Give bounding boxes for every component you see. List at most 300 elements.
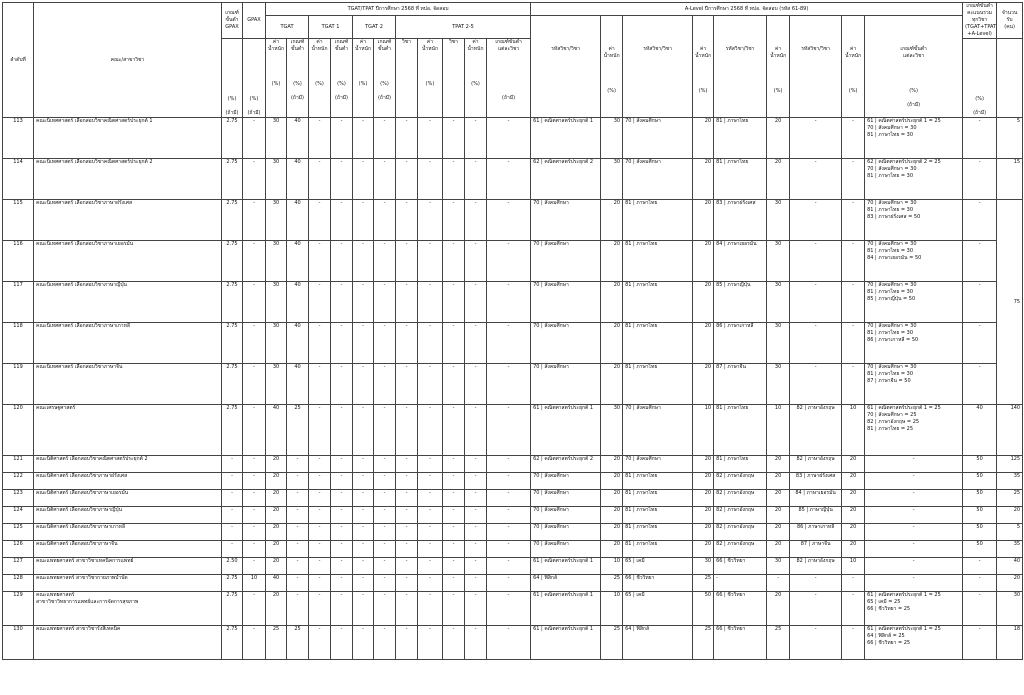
cell-tp-s2: - <box>443 507 465 524</box>
cell-seats: 125 <box>997 456 1023 473</box>
cell-t1w: - <box>309 118 331 159</box>
cell-a4s: 82 | ภาษาอังกฤษ <box>790 456 842 473</box>
cell-t1w: - <box>309 541 331 558</box>
cell-tp-s2: - <box>443 541 465 558</box>
cell-faculty <box>34 159 222 200</box>
cell-a3w: 30 <box>767 323 790 364</box>
cell-no: 117 <box>3 282 34 323</box>
cell-tgat-min: 40 <box>287 118 309 159</box>
cell-seats <box>997 364 1023 405</box>
cell-seats: 20 <box>997 507 1023 524</box>
cell-tgat-w: 25 <box>266 626 287 660</box>
cell-gpax-min: 2.75 <box>222 405 243 456</box>
criteria-line: 81 | ภาษาไทย = 30 <box>867 248 914 254</box>
cell-a1w: 20 <box>601 524 623 541</box>
criteria-line: - <box>912 507 915 513</box>
cell-a3s: 81 | ภาษาไทย <box>714 159 767 200</box>
cell-total-min: - <box>963 558 997 575</box>
cell-tp-w2: - <box>465 490 487 507</box>
cell-tp-w2: - <box>465 592 487 626</box>
criteria-line: 70 | สังคมศึกษา = 30 <box>867 200 917 206</box>
cell-gpax-min: 2.75 <box>222 241 243 282</box>
cell-a4s: - <box>790 626 842 660</box>
cell-seats: 75 <box>997 282 1023 323</box>
cell-no: 118 <box>3 323 34 364</box>
cell-a3s: 66 | ชีววิทยา <box>714 592 767 626</box>
cell-a4s: 85 | ภาษาญี่ปุ่น <box>790 507 842 524</box>
criteria-line: - <box>912 524 915 530</box>
cell-seats: 140 <box>997 405 1023 456</box>
cell-t1m: - <box>331 524 353 541</box>
cell-gpax: - <box>243 364 266 405</box>
criteria-line: 70 | สังคมศึกษา = 30 <box>867 166 917 172</box>
cell-min-each-subject <box>865 282 963 323</box>
cell-faculty <box>34 592 222 626</box>
cell-tp-s: - <box>396 507 418 524</box>
faculty-name: คณะแพทยศาสตร์ <box>36 592 75 598</box>
criteria-line: 81 | ภาษาไทย = 25 <box>867 426 914 432</box>
cell-tp-w: - <box>418 592 443 626</box>
cell-a3s: 82 | ภาษาอังกฤษ <box>714 541 767 558</box>
cell-no: 122 <box>3 473 34 490</box>
cell-tp-w2: - <box>465 558 487 575</box>
cell-total-min: 40 <box>963 405 997 456</box>
cell-tp-s2: - <box>443 241 465 282</box>
cell-t2m: - <box>374 490 396 507</box>
cell-faculty <box>34 558 222 575</box>
cell-tp-s2: - <box>443 558 465 575</box>
cell-tgat-w: 30 <box>266 323 287 364</box>
cell-gpax: - <box>243 507 266 524</box>
cell-min-each-subject <box>865 575 963 592</box>
cell-tp-min: - <box>487 524 531 541</box>
cell-no: 121 <box>3 456 34 473</box>
cell-tp-s: - <box>396 575 418 592</box>
cell-min-each-subject <box>865 558 963 575</box>
cell-a4w: - <box>842 626 865 660</box>
cell-gpax: - <box>243 524 266 541</box>
cell-a1w: 20 <box>601 282 623 323</box>
cell-a1w: 10 <box>601 592 623 626</box>
cell-tp-min: - <box>487 364 531 405</box>
criteria-line: 61 | คณิตศาสตร์ประยุกต์ 1 = 25 <box>867 405 941 411</box>
cell-min-each-subject <box>865 541 963 558</box>
criteria-line: 66 | ชีววิทยา = 25 <box>867 640 911 646</box>
cell-t1m: - <box>331 200 353 241</box>
cell-t1m: - <box>331 592 353 626</box>
cell-t1w: - <box>309 282 331 323</box>
faculty-name: คณะนิเทศศาสตร์ เลือกสอบวิชาภาษาจีน <box>36 364 123 370</box>
cell-t2m: - <box>374 159 396 200</box>
cell-no: 120 <box>3 405 34 456</box>
cell-gpax-min: - <box>222 507 243 524</box>
cell-t1w: - <box>309 490 331 507</box>
cell-a4w: 20 <box>842 456 865 473</box>
criteria-line: 85 | ภาษาญี่ปุ่น = 50 <box>867 296 916 302</box>
criteria-line: 65 | เคมี = 25 <box>867 599 901 605</box>
cell-t2m: - <box>374 364 396 405</box>
cell-tp-min: - <box>487 558 531 575</box>
cell-no: 119 <box>3 364 34 405</box>
cell-a4s: - <box>790 241 842 282</box>
cell-total-min: - <box>963 592 997 626</box>
cell-total-min: - <box>963 200 997 241</box>
cell-a4w: 10 <box>842 405 865 456</box>
cell-a2w: 30 <box>693 558 714 575</box>
cell-a2s: 64 | ฟิสิกส์ <box>623 626 693 660</box>
cell-tp-w2: - <box>465 575 487 592</box>
faculty-name: คณะนิติศาสตร์ เลือกสอบวิชาภาษาจีน <box>36 541 118 547</box>
cell-min-each-subject <box>865 405 963 456</box>
cell-t1w: - <box>309 592 331 626</box>
cell-a1w: 20 <box>601 541 623 558</box>
cell-tgat-w: 30 <box>266 241 287 282</box>
cell-min-each-subject <box>865 118 963 159</box>
cell-a2s: 81 | ภาษาไทย <box>623 524 693 541</box>
cell-a2w: 20 <box>693 490 714 507</box>
cell-tp-s: - <box>396 558 418 575</box>
cell-t2w: - <box>353 490 374 507</box>
cell-tgat-min: - <box>287 456 309 473</box>
cell-tp-w: - <box>418 282 443 323</box>
cell-a2w: 10 <box>693 405 714 456</box>
cell-a1w: 20 <box>601 456 623 473</box>
cell-tp-w: - <box>418 575 443 592</box>
cell-faculty <box>34 575 222 592</box>
table-row <box>3 473 1023 490</box>
cell-a2w: 20 <box>693 541 714 558</box>
table-row <box>3 118 1023 159</box>
cell-gpax-min: 2.75 <box>222 364 243 405</box>
cell-a2s: 65 | เคมี <box>623 558 693 575</box>
cell-a3w: 30 <box>767 241 790 282</box>
faculty-name: คณะนิติศาสตร์ เลือกสอบวิชาภาษาเยอรมัน <box>36 490 129 496</box>
cell-a3w: 20 <box>767 541 790 558</box>
cell-a2s: 70 | สังคมศึกษา <box>623 159 693 200</box>
criteria-line: 86 | ภาษาเกาหลี = 50 <box>867 337 919 343</box>
criteria-line: 61 | คณิตศาสตร์ประยุกต์ 1 = 25 <box>867 592 941 598</box>
cell-gpax-min: 2.75 <box>222 118 243 159</box>
criteria-line: 81 | ภาษาไทย = 30 <box>867 330 914 336</box>
cell-a3s: 81 | ภาษาไทย <box>714 405 767 456</box>
cell-tp-s2: - <box>443 364 465 405</box>
cell-t2w: - <box>353 507 374 524</box>
cell-total-min: 50 <box>963 473 997 490</box>
cell-t2w: - <box>353 282 374 323</box>
cell-t1m: - <box>331 575 353 592</box>
cell-a3s: 86 | ภาษาเกาหลี <box>714 323 767 364</box>
faculty-name: คณะนิเทศศาสตร์ เลือกสอบวิชาภาษาเยอรมัน <box>36 241 134 247</box>
cell-a3s: 81 | ภาษาไทย <box>714 456 767 473</box>
cell-a4w: - <box>842 200 865 241</box>
cell-tp-s: - <box>396 490 418 507</box>
cell-tgat-w: 20 <box>266 524 287 541</box>
header-a4-weight: ค่า น้ำหนัก (%) <box>842 16 865 118</box>
cell-a4w: 20 <box>842 541 865 558</box>
cell-a3w: 30 <box>767 282 790 323</box>
cell-a2w: 20 <box>693 241 714 282</box>
cell-gpax-min: 2.50 <box>222 558 243 575</box>
criteria-line: 81 | ภาษาไทย = 30 <box>867 132 914 138</box>
cell-gpax: - <box>243 626 266 660</box>
cell-tgat-w: 20 <box>266 473 287 490</box>
cell-t2w: - <box>353 241 374 282</box>
cell-a1s: 70 | สังคมศึกษา <box>531 364 601 405</box>
cell-a3s: 66 | ชีววิทยา <box>714 626 767 660</box>
cell-t1w: - <box>309 575 331 592</box>
cell-a3w: 20 <box>767 524 790 541</box>
cell-no: 125 <box>3 524 34 541</box>
cell-tgat-min: - <box>287 575 309 592</box>
cell-t2w: - <box>353 541 374 558</box>
cell-no: 114 <box>3 159 34 200</box>
criteria-line: - <box>912 456 915 462</box>
cell-a3s: 84 | ภาษาเยอรมัน <box>714 241 767 282</box>
cell-total-min: - <box>963 241 997 282</box>
cell-a4w: - <box>842 241 865 282</box>
cell-a2s: 81 | ภาษาไทย <box>623 541 693 558</box>
cell-tp-min: - <box>487 282 531 323</box>
cell-gpax-min: 2.75 <box>222 575 243 592</box>
cell-a2w: 20 <box>693 200 714 241</box>
cell-seats: 5 <box>997 524 1023 541</box>
cell-a2w: 20 <box>693 473 714 490</box>
cell-a4s: - <box>790 592 842 626</box>
cell-a2w: 20 <box>693 456 714 473</box>
cell-tp-w2: - <box>465 200 487 241</box>
cell-min-each-subject <box>865 364 963 405</box>
cell-a4w: - <box>842 575 865 592</box>
cell-tgat-w: 20 <box>266 592 287 626</box>
table-row <box>3 575 1023 592</box>
cell-faculty <box>34 473 222 490</box>
cell-a2s: 81 | ภาษาไทย <box>623 241 693 282</box>
cell-tp-min: - <box>487 159 531 200</box>
table-row <box>3 541 1023 558</box>
cell-faculty <box>34 626 222 660</box>
cell-faculty <box>34 241 222 282</box>
cell-total-min: - <box>963 159 997 200</box>
cell-seats <box>997 200 1023 241</box>
cell-tp-s2: - <box>443 323 465 364</box>
criteria-line: 81 | ภาษาไทย = 30 <box>867 207 914 213</box>
faculty-name: คณะนิติศาสตร์ เลือกสอบวิชาภาษาญี่ปุ่น <box>36 507 122 513</box>
header-tpat-weight: ค่า น้ำหนัก (%) <box>418 39 443 118</box>
cell-tp-min: - <box>487 456 531 473</box>
cell-faculty <box>34 524 222 541</box>
cell-tp-min: - <box>487 507 531 524</box>
cell-a2s: 81 | ภาษาไทย <box>623 473 693 490</box>
cell-t2m: - <box>374 558 396 575</box>
criteria-line: 66 | ชีววิทยา = 25 <box>867 606 911 612</box>
cell-t1m: - <box>331 541 353 558</box>
faculty-name: คณะนิเทศศาสตร์ เลือกสอบวิชาภาษาเกาหลี <box>36 323 130 329</box>
cell-a1s: 62 | คณิตศาสตร์ประยุกต์ 2 <box>531 159 601 200</box>
cell-a3w: - <box>767 575 790 592</box>
header-tpat-weight-2: ค่า น้ำหนัก (%) <box>465 39 487 118</box>
cell-no: 115 <box>3 200 34 241</box>
cell-t1m: - <box>331 473 353 490</box>
cell-a1s: 61 | คณิตศาสตร์ประยุกต์ 1 <box>531 558 601 575</box>
cell-a4s: - <box>790 118 842 159</box>
cell-gpax-min: 2.75 <box>222 626 243 660</box>
header-a3-weight: ค่า น้ำหนัก (%) <box>767 16 790 118</box>
criteria-line: 70 | สังคมศึกษา = 30 <box>867 241 917 247</box>
cell-a4s: 83 | ภาษาฝรั่งเศส <box>790 473 842 490</box>
cell-a4s: - <box>790 282 842 323</box>
cell-total-min: - <box>963 364 997 405</box>
cell-t2w: - <box>353 626 374 660</box>
cell-a3w: 20 <box>767 592 790 626</box>
cell-tgat-w: 20 <box>266 507 287 524</box>
cell-tp-w: - <box>418 118 443 159</box>
header-faculty: คณะ/สาขาวิชา <box>34 3 222 118</box>
cell-no: 128 <box>3 575 34 592</box>
cell-tgat-w: 30 <box>266 159 287 200</box>
cell-t2m: - <box>374 507 396 524</box>
cell-a3s: 83 | ภาษาฝรั่งเศส <box>714 200 767 241</box>
cell-a2w: 20 <box>693 524 714 541</box>
cell-min-each-subject <box>865 507 963 524</box>
cell-tp-s2: - <box>443 592 465 626</box>
cell-a3w: 10 <box>767 405 790 456</box>
criteria-line: - <box>912 490 915 496</box>
cell-tp-s: - <box>396 241 418 282</box>
criteria-line: - <box>912 541 915 547</box>
cell-tp-s: - <box>396 524 418 541</box>
cell-min-each-subject <box>865 473 963 490</box>
cell-a3w: 20 <box>767 456 790 473</box>
header-a3-subject: รหัสวิชา/วิชา <box>714 16 767 118</box>
cell-tp-w: - <box>418 200 443 241</box>
cell-min-each-subject <box>865 456 963 473</box>
cell-seats: 15 <box>997 159 1023 200</box>
criteria-line: 81 | ภาษาไทย = 30 <box>867 173 914 179</box>
cell-gpax: - <box>243 473 266 490</box>
cell-tp-min: - <box>487 405 531 456</box>
cell-tp-s: - <box>396 364 418 405</box>
table-header <box>3 3 1023 118</box>
cell-t2m: - <box>374 592 396 626</box>
cell-t2m: - <box>374 282 396 323</box>
header-no: ลำดับที่ <box>3 3 34 118</box>
header-gpax-unit: (%) (ถ้ามี) <box>243 39 266 118</box>
cell-a2s: 70 | สังคมศึกษา <box>623 405 693 456</box>
header-tgat-min: เกณฑ์ ขั้นต่ำ (%) (ถ้ามี) <box>287 39 309 118</box>
cell-a1w: 30 <box>601 118 623 159</box>
cell-a1s: 61 | คณิตศาสตร์ประยุกต์ 1 <box>531 405 601 456</box>
header-a2-subject: รหัสวิชา/วิชา <box>623 16 693 118</box>
cell-tp-s2: - <box>443 524 465 541</box>
cell-tp-w2: - <box>465 159 487 200</box>
cell-a3w: 25 <box>767 626 790 660</box>
cell-tp-s: - <box>396 626 418 660</box>
cell-t1m: - <box>331 118 353 159</box>
cell-gpax: - <box>243 282 266 323</box>
cell-faculty <box>34 490 222 507</box>
cell-a2s: 70 | สังคมศึกษา <box>623 456 693 473</box>
cell-tp-w2: - <box>465 524 487 541</box>
cell-a1w: 20 <box>601 507 623 524</box>
cell-a1s: 70 | สังคมศึกษา <box>531 282 601 323</box>
faculty-name: คณะนิติศาสตร์ เลือกสอบวิชาคณิตศาสตร์ประยุกต์ 2 <box>36 456 148 462</box>
cell-tp-min: - <box>487 575 531 592</box>
cell-tgat-w: 30 <box>266 364 287 405</box>
header-tgat2-min: เกณฑ์ ขั้นต่ำ (%) (ถ้ามี) <box>374 39 396 118</box>
table-row <box>3 558 1023 575</box>
cell-a1w: 30 <box>601 405 623 456</box>
table-row <box>3 626 1023 660</box>
cell-no: 126 <box>3 541 34 558</box>
cell-t1m: - <box>331 364 353 405</box>
cell-a3s: 81 | ภาษาไทย <box>714 118 767 159</box>
cell-gpax: - <box>243 592 266 626</box>
cell-a3s: - <box>714 575 767 592</box>
cell-min-each-subject <box>865 159 963 200</box>
cell-tgat-min: 40 <box>287 323 309 364</box>
cell-tgat-min: 25 <box>287 405 309 456</box>
cell-seats: 18 <box>997 626 1023 660</box>
cell-a4w: 10 <box>842 558 865 575</box>
cell-a1s: 61 | คณิตศาสตร์ประยุกต์ 1 <box>531 626 601 660</box>
cell-t1w: - <box>309 323 331 364</box>
cell-tgat-min: - <box>287 524 309 541</box>
cell-seats: 35 <box>997 473 1023 490</box>
cell-tp-w: - <box>418 473 443 490</box>
cell-tp-w2: - <box>465 323 487 364</box>
cell-faculty <box>34 118 222 159</box>
cell-t2w: - <box>353 575 374 592</box>
cell-gpax: - <box>243 159 266 200</box>
table-row <box>3 200 1023 241</box>
cell-t2m: - <box>374 524 396 541</box>
cell-gpax: - <box>243 241 266 282</box>
cell-a3s: 87 | ภาษาจีน <box>714 364 767 405</box>
cell-tgat-min: 40 <box>287 364 309 405</box>
cell-a4w: - <box>842 282 865 323</box>
cell-a4w: - <box>842 364 865 405</box>
header-alevel-group: A-Level ปีการศึกษา 2568 ที่ ทปอ. จัดสอบ (รหัส 61-89) <box>531 3 963 16</box>
cell-a1s: 70 | สังคมศึกษา <box>531 490 601 507</box>
criteria-line: 84 | ภาษาเยอรมัน = 50 <box>867 255 922 261</box>
cell-a4w: - <box>842 323 865 364</box>
cell-a4w: 20 <box>842 524 865 541</box>
faculty-name: คณะนิเทศศาสตร์ เลือกสอบวิชาคณิตศาสตร์ประยุกต์ 2 <box>36 159 153 165</box>
cell-tp-s2: - <box>443 159 465 200</box>
cell-faculty <box>34 541 222 558</box>
cell-a2w: 20 <box>693 323 714 364</box>
cell-tp-min: - <box>487 241 531 282</box>
table-row <box>3 524 1023 541</box>
cell-a4w: - <box>842 159 865 200</box>
criteria-line: 81 | ภาษาไทย = 30 <box>867 289 914 295</box>
header-a4-subject: รหัสวิชา/วิชา <box>790 16 842 118</box>
cell-tp-w: - <box>418 507 443 524</box>
cell-a3w: 20 <box>767 473 790 490</box>
cell-a2s: 81 | ภาษาไทย <box>623 507 693 524</box>
cell-t2m: - <box>374 575 396 592</box>
table-row <box>3 323 1023 364</box>
cell-t2w: - <box>353 159 374 200</box>
cell-a4s: - <box>790 575 842 592</box>
faculty-name: คณะนิติศาสตร์ เลือกสอบวิชาภาษาเกาหลี <box>36 524 126 530</box>
cell-tp-w2: - <box>465 473 487 490</box>
cell-tp-min: - <box>487 592 531 626</box>
cell-tgat-w: 20 <box>266 558 287 575</box>
cell-a2s: 65 | เคมี <box>623 592 693 626</box>
cell-tp-s: - <box>396 456 418 473</box>
cell-min-each-subject <box>865 592 963 626</box>
